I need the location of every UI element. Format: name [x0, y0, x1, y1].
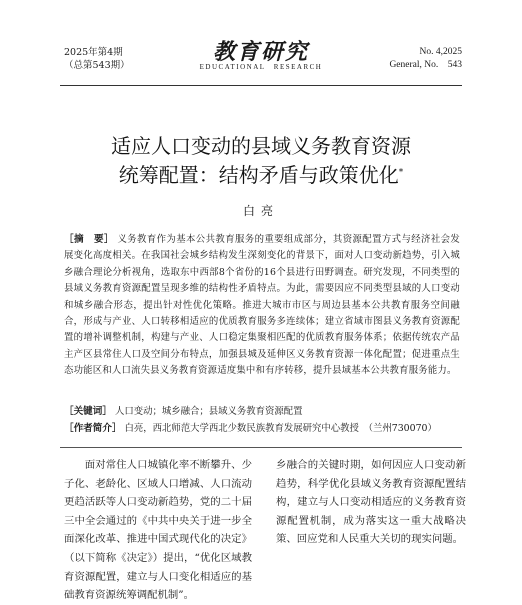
- body-column-left: 面对常住人口城镇化率不断攀升、少子化、老龄化、区域人口增减、人口流动更趋活跃等人口变动新趋势，党的二十届三中全会通过的《中共中央关于进一步全面深化改革、推进中国式现代化的决定》（以下简称《决定》）提出，“优化区域教育资源配置，建立与人口变化相适应的基础教育资源统筹调配机制”。: [64, 459, 252, 602]
- issue-number-cn: 2025年第4期: [64, 47, 123, 58]
- body-column-right: 乡融合的关键时期，如何因应人口变动新趋势，科学优化县域义务教育资源配置结构，建立与人口变动相适应的义务教育资源配置机制，成为落实这一重大战略决策、回应党和人民重大关切的现实问题。: [276, 459, 466, 546]
- author-bio-label: ［作者简介］: [64, 423, 122, 434]
- issue-total-cn: （总第543期）: [64, 60, 130, 71]
- keywords-text: 人口变动；城乡融合；县域义务教育资源配置: [114, 406, 303, 417]
- title-line-2-text: 统筹配置：结构矛盾与政策优化: [118, 163, 399, 187]
- journal-name-en: EDUCATIONAL RESEARCH: [199, 63, 323, 71]
- author-bio-text: 白亮，西北师范大学西北少数民族教育发展研究中心教授 （兰州730070）: [124, 423, 437, 434]
- issue-total-en: General, No. 543: [389, 60, 462, 70]
- author-bio: [64, 421, 460, 437]
- title-footnote-mark: *: [398, 167, 404, 178]
- issue-number-en: No. 4,2025: [419, 47, 462, 57]
- abstract: [64, 232, 460, 380]
- article-title-line-1: 适应人口变动的县域义务教育资源: [111, 134, 411, 158]
- author-name: 白亮: [242, 204, 279, 218]
- article-title-line-2: [0, 160, 522, 190]
- journal-logo: 教育研究: [212, 39, 309, 65]
- abstract-label: ［摘 要］: [64, 234, 115, 245]
- header-rule: [60, 85, 462, 86]
- keywords-label: ［关键词］: [64, 406, 112, 417]
- keywords: [64, 404, 460, 420]
- abstract-text: 义务教育作为基本公共教育服务的重要组成部分，其资源配置方式与经济社会发展变化高度相关。在我国社会城乡结构发生深刻变化的背景下，面对人口变动新趋势，引入城乡融合理论分析视角，选取东中西部8个省份的16个县进行田野调查。研究发现，不同类型的县域义务教育资源配置呈现多维的结构性矛盾特点。为此，需要因应不同类型县域的人口变动和城乡融合形态，提出针对性优化策略。推进大城市市区与周边县基本公共教育服务空间融合，形成与产业、人口转移相适应的优质教育服务多连续体；建立省域市图县义务教育资源配置的增补调整机制，构建与产业、人口稳定集聚相匹配的优质教育服务体系；依据传统农产品主产区县常住人口及空间分布特点，加强县城及延伸区义务教育资源一体化配置；促进重点生态功能区和人口流失县义务教育资源适度集中和有序转移，提升县域基本公共教育服务能力。: [64, 234, 460, 377]
- abstract-separator: [60, 447, 462, 448]
- issue-info-en: [389, 46, 462, 72]
